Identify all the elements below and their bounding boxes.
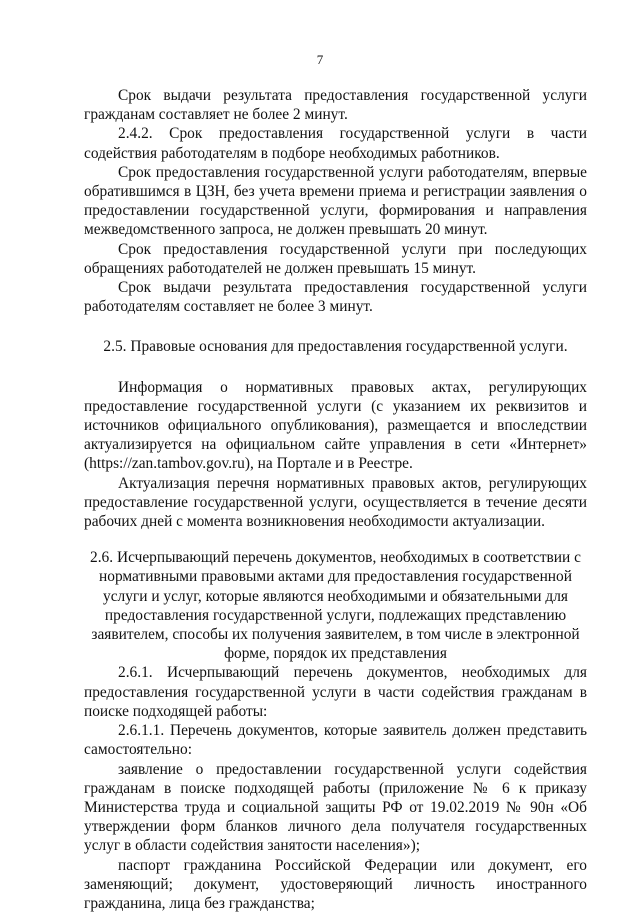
paragraph-passport-document: паспорт гражданина Российской Федерации или документ, его заменяющий; документ, удостоверяющий личность иностранного гражданина, лица без гражданства; [84, 856, 587, 912]
paragraph-2-6-1: 2.6.1. Исчерпывающий перечень документов, необходимых для предоставления государственной услуги в части содействия гражданам в поиске подходящей работы: [84, 664, 587, 720]
paragraph-employers-result-time: Срок выдачи результата предоставления государственной услуги работодателям составляет не более 3 минут. [84, 279, 587, 316]
paragraph-2-6-1-1: 2.6.1.1. Перечень документов, которые заявитель должен представить самостоятельно: [84, 722, 587, 759]
paragraph-2-4-2-heading: 2.4.2. Срок предоставления государственной услуги в части содействия работодателям в подборе необходимых работников. [84, 125, 587, 162]
paragraph-legal-acts-info: Информация о нормативных правовых актах, регулирующих предоставление государственной услуги (с указанием их реквизитов и источников официального опубликования), размещается и впоследствии актуализируется на официальном сайте управления в сети «Интернет» (https://zan.tambov.gov.ru), на Портале и в Реестре. [84, 378, 587, 473]
section-2-5-heading: 2.5. Правовые основания для предоставления государственной услуги. [103, 338, 568, 356]
paragraph-employers-first-time: Срок предоставления государственной услуги работодателям, впервые обратившимся в ЦЗН, без учета времени приема и регистрации заявления о предоставлении государственной услуги, формирования и направления межведомственного запроса, не должен превышать 20 минут. [84, 163, 587, 239]
paragraph-legal-acts-update: Актуализация перечня нормативных правовых актов, регулирующих предоставление государственной услуги, осуществляется в течение десяти рабочих дней с момента возникновения необходимости актуализации. [84, 474, 587, 531]
section-2-6-heading: 2.6. Исчерпывающий перечень документов, необходимых в соответствии с нормативными правовыми актами для предоставления государственной услуги и услуг, которые являются необходимыми и обязательными для предоставления государственной услуги, подлежащих представлению заявителем, способы их получения заявителем, в том числе в электронной форме, порядок их представления [90, 549, 581, 663]
paragraph-citizens-result-time: Срок выдачи результата предоставления государственной услуги гражданам составляет не более 2 минут. [84, 87, 587, 124]
paragraph-application-document: заявление о предоставлении государственной услуги содействия гражданам в поиске подходящей работы (приложение № 6 к приказу Министерства труда и социальной защиты РФ от 19.02.2019 № 90н «Об утверждении форм бланков личного дела получателя государственных услуг в области содействия занятости населения»); [84, 760, 587, 855]
document-body [84, 86, 587, 913]
page-number: 7 [316, 52, 324, 67]
paragraph-employers-subsequent-time: Срок предоставления государственной услуги при последующих обращениях работодателей не должен превышать 15 минут. [84, 240, 587, 277]
